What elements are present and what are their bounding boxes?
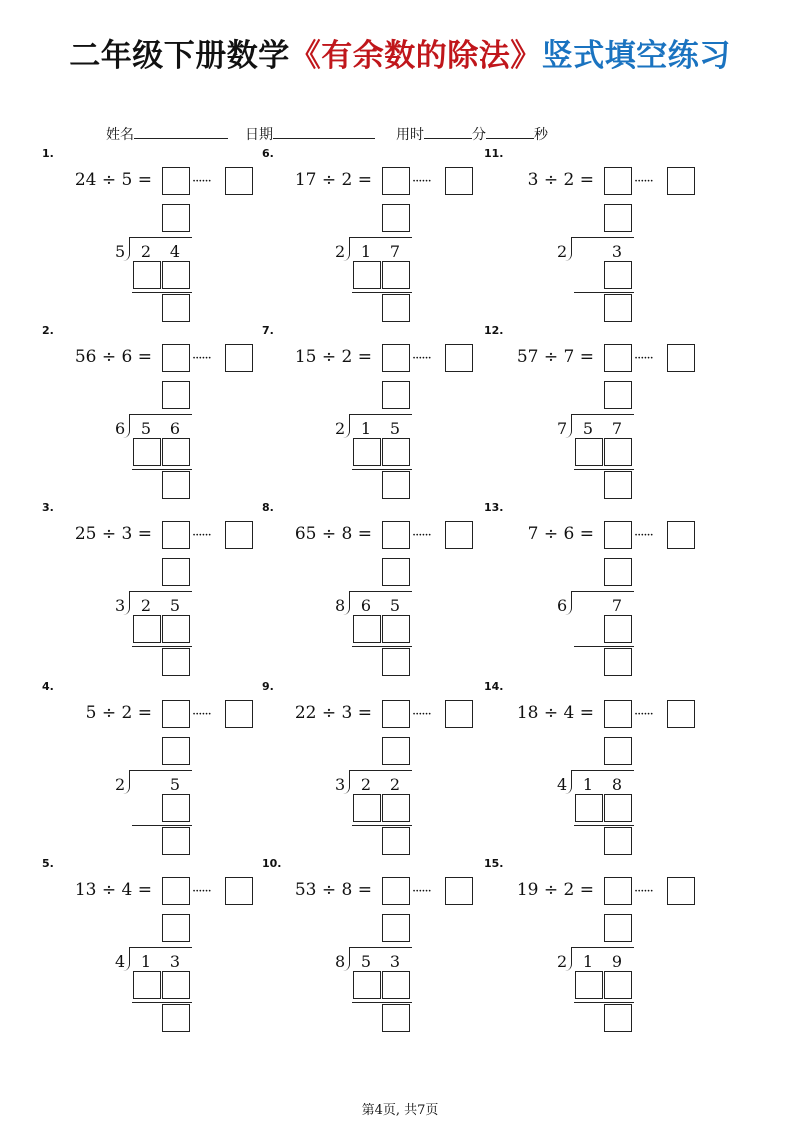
product-tens-box[interactable] <box>133 971 161 999</box>
division-bracket <box>123 591 130 615</box>
remainder-dots: ······ <box>192 707 211 722</box>
problem-number: 7. <box>262 324 274 337</box>
product-ones-box[interactable] <box>604 971 632 999</box>
dividend-tens-digit: 2 <box>140 596 152 615</box>
remainder-answer-box[interactable] <box>225 521 253 549</box>
remainder-box[interactable] <box>382 471 410 499</box>
remainder-dots: ······ <box>412 884 431 899</box>
product-ones-box[interactable] <box>382 438 410 466</box>
quotient-answer-box[interactable] <box>604 521 632 549</box>
subtraction-line <box>352 292 412 293</box>
vertical-quotient-box[interactable] <box>604 381 632 409</box>
division-vinculum <box>572 770 634 771</box>
division-expression: 17 ÷ 2 = <box>294 170 372 190</box>
vertical-quotient-box[interactable] <box>604 914 632 942</box>
remainder-answer-box[interactable] <box>225 700 253 728</box>
time-label: 用时 <box>396 127 424 143</box>
remainder-dots: ······ <box>412 528 431 543</box>
second-blank[interactable] <box>486 125 534 139</box>
remainder-answer-box[interactable] <box>445 700 473 728</box>
division-bracket <box>565 414 572 438</box>
division-vinculum <box>572 414 634 415</box>
division-vinculum <box>130 414 192 415</box>
quotient-answer-box[interactable] <box>382 700 410 728</box>
dividend-ones-digit: 6 <box>169 419 181 438</box>
division-problem <box>484 680 714 860</box>
dividend-ones-digit: 5 <box>389 419 401 438</box>
remainder-box[interactable] <box>604 294 632 322</box>
remainder-answer-box[interactable] <box>225 167 253 195</box>
remainder-box[interactable] <box>604 648 632 676</box>
vertical-quotient-box[interactable] <box>162 381 190 409</box>
division-problem <box>484 501 714 681</box>
dividend-tens-digit: 1 <box>360 242 372 261</box>
date-field[interactable] <box>245 124 375 144</box>
dividend-tens-digit: 1 <box>360 419 372 438</box>
division-expression: 25 ÷ 3 = <box>74 524 152 544</box>
vertical-quotient-box[interactable] <box>382 914 410 942</box>
division-problem <box>262 680 492 860</box>
vertical-quotient-box[interactable] <box>382 558 410 586</box>
minute-label: 分 <box>472 127 486 143</box>
division-vinculum <box>130 591 192 592</box>
product-ones-box[interactable] <box>162 261 190 289</box>
product-tens-box[interactable] <box>353 971 381 999</box>
remainder-box[interactable] <box>604 827 632 855</box>
subtraction-line <box>574 469 634 470</box>
remainder-answer-box[interactable] <box>667 877 695 905</box>
name-field[interactable] <box>106 124 228 144</box>
division-problem <box>42 680 272 860</box>
remainder-answer-box[interactable] <box>667 167 695 195</box>
division-vinculum <box>130 947 192 948</box>
division-problem <box>42 324 272 504</box>
product-ones-box[interactable] <box>604 615 632 643</box>
product-tens-box[interactable] <box>353 794 381 822</box>
division-bracket <box>565 770 572 794</box>
remainder-box[interactable] <box>162 648 190 676</box>
problem-number: 8. <box>262 501 274 514</box>
dividend-ones-digit: 9 <box>611 952 623 971</box>
division-expression: 18 ÷ 4 = <box>516 703 594 723</box>
dividend-ones-digit: 7 <box>611 419 623 438</box>
remainder-dots: ······ <box>412 351 431 366</box>
remainder-answer-box[interactable] <box>225 877 253 905</box>
dividend-tens-digit: 1 <box>140 952 152 971</box>
subtraction-line <box>352 825 412 826</box>
dividend-ones-digit: 5 <box>389 596 401 615</box>
remainder-answer-box[interactable] <box>667 700 695 728</box>
problem-number: 11. <box>484 147 504 160</box>
product-ones-box[interactable] <box>382 971 410 999</box>
division-expression: 53 ÷ 8 = <box>294 880 372 900</box>
remainder-dots: ······ <box>192 351 211 366</box>
division-vinculum <box>572 947 634 948</box>
division-problem <box>262 501 492 681</box>
dividend-tens-digit: 5 <box>582 419 594 438</box>
problem-number: 12. <box>484 324 504 337</box>
product-tens-box[interactable] <box>353 615 381 643</box>
quotient-answer-box[interactable] <box>162 700 190 728</box>
divisor-digit: 2 <box>335 242 346 261</box>
division-expression: 65 ÷ 8 = <box>294 524 372 544</box>
division-bracket <box>123 414 130 438</box>
division-problem <box>484 857 714 1037</box>
dividend-ones-digit: 4 <box>169 242 181 261</box>
division-expression: 57 ÷ 7 = <box>516 347 594 367</box>
product-ones-box[interactable] <box>604 438 632 466</box>
dividend-tens-digit: 2 <box>360 775 372 794</box>
product-ones-box[interactable] <box>162 971 190 999</box>
remainder-dots: ······ <box>412 707 431 722</box>
vertical-quotient-box[interactable] <box>382 381 410 409</box>
division-bracket <box>123 770 130 794</box>
dividend-tens-digit: 6 <box>360 596 372 615</box>
quotient-answer-box[interactable] <box>604 167 632 195</box>
division-problem <box>484 147 714 327</box>
product-ones-box[interactable] <box>162 615 190 643</box>
problem-number: 6. <box>262 147 274 160</box>
remainder-answer-box[interactable] <box>667 344 695 372</box>
vertical-quotient-box[interactable] <box>382 204 410 232</box>
remainder-box[interactable] <box>382 1004 410 1032</box>
title-exercise: 竖式填空练习 <box>541 38 731 74</box>
dividend-ones-digit: 8 <box>611 775 623 794</box>
division-problem <box>42 501 272 681</box>
minute-blank[interactable] <box>424 125 472 139</box>
vertical-quotient-box[interactable] <box>162 914 190 942</box>
product-ones-box[interactable] <box>382 615 410 643</box>
remainder-answer-box[interactable] <box>667 521 695 549</box>
remainder-dots: ······ <box>192 884 211 899</box>
division-problem <box>484 324 714 504</box>
remainder-answer-box[interactable] <box>225 344 253 372</box>
vertical-quotient-box[interactable] <box>604 737 632 765</box>
division-expression: 5 ÷ 2 = <box>85 703 152 723</box>
division-bracket <box>343 947 350 971</box>
subtraction-line <box>352 646 412 647</box>
problem-number: 1. <box>42 147 54 160</box>
divisor-digit: 3 <box>115 596 126 615</box>
division-bracket <box>343 591 350 615</box>
division-vinculum <box>130 237 192 238</box>
division-bracket <box>565 237 572 261</box>
product-tens-box[interactable] <box>133 261 161 289</box>
product-ones-box[interactable] <box>382 261 410 289</box>
quotient-answer-box[interactable] <box>382 344 410 372</box>
dividend-tens-digit: 1 <box>582 775 594 794</box>
product-ones-box[interactable] <box>604 794 632 822</box>
division-problem <box>262 324 492 504</box>
divisor-digit: 2 <box>557 242 568 261</box>
division-expression: 22 ÷ 3 = <box>294 703 372 723</box>
dividend-ones-digit: 5 <box>169 775 181 794</box>
vertical-quotient-box[interactable] <box>162 204 190 232</box>
problem-number: 5. <box>42 857 54 870</box>
divisor-digit: 4 <box>557 775 568 794</box>
product-ones-box[interactable] <box>162 794 190 822</box>
title-topic: 《有余数的除法》 <box>289 38 542 74</box>
second-label: 秒 <box>534 127 548 143</box>
name-blank[interactable] <box>134 125 228 139</box>
problem-number: 13. <box>484 501 504 514</box>
worksheet-title <box>0 30 800 75</box>
quotient-answer-box[interactable] <box>382 521 410 549</box>
subtraction-line <box>132 1002 192 1003</box>
subtraction-line <box>132 825 192 826</box>
dividend-tens-digit: 2 <box>140 242 152 261</box>
dividend-tens-digit: 1 <box>582 952 594 971</box>
division-problem <box>262 857 492 1037</box>
remainder-box[interactable] <box>162 827 190 855</box>
problem-number: 4. <box>42 680 54 693</box>
division-vinculum <box>350 947 412 948</box>
remainder-answer-box[interactable] <box>445 521 473 549</box>
problem-number: 15. <box>484 857 504 870</box>
product-tens-box[interactable] <box>353 438 381 466</box>
quotient-answer-box[interactable] <box>162 344 190 372</box>
remainder-box[interactable] <box>382 648 410 676</box>
dividend-ones-digit: 7 <box>611 596 623 615</box>
name-label: 姓名 <box>106 127 134 143</box>
remainder-dots: ······ <box>192 174 211 189</box>
product-tens-box[interactable] <box>133 438 161 466</box>
quotient-answer-box[interactable] <box>604 700 632 728</box>
quotient-answer-box[interactable] <box>162 877 190 905</box>
division-expression: 24 ÷ 5 = <box>74 170 152 190</box>
division-vinculum <box>350 591 412 592</box>
division-expression: 15 ÷ 2 = <box>294 347 372 367</box>
problem-number: 2. <box>42 324 54 337</box>
quotient-answer-box[interactable] <box>604 877 632 905</box>
divisor-digit: 7 <box>557 419 568 438</box>
page-footer: 第4页, 共7页 <box>361 1103 439 1118</box>
subtraction-line <box>574 1002 634 1003</box>
divisor-digit: 2 <box>335 419 346 438</box>
dividend-tens-digit: 5 <box>360 952 372 971</box>
remainder-dots: ······ <box>634 884 653 899</box>
quotient-answer-box[interactable] <box>162 521 190 549</box>
divisor-digit: 2 <box>115 775 126 794</box>
problem-number: 10. <box>262 857 282 870</box>
divisor-digit: 8 <box>335 952 346 971</box>
division-expression: 56 ÷ 6 = <box>74 347 152 367</box>
vertical-quotient-box[interactable] <box>604 204 632 232</box>
title-grade: 二年级下册数学 <box>69 38 290 74</box>
problem-number: 9. <box>262 680 274 693</box>
division-vinculum <box>350 770 412 771</box>
divisor-digit: 3 <box>335 775 346 794</box>
subtraction-line <box>352 1002 412 1003</box>
division-vinculum <box>350 237 412 238</box>
remainder-answer-box[interactable] <box>445 877 473 905</box>
product-ones-box[interactable] <box>604 261 632 289</box>
division-vinculum <box>572 237 634 238</box>
quotient-answer-box[interactable] <box>162 167 190 195</box>
remainder-dots: ······ <box>412 174 431 189</box>
divisor-digit: 6 <box>557 596 568 615</box>
remainder-answer-box[interactable] <box>445 344 473 372</box>
product-tens-box[interactable] <box>575 971 603 999</box>
problem-number: 3. <box>42 501 54 514</box>
subtraction-line <box>132 646 192 647</box>
vertical-quotient-box[interactable] <box>162 558 190 586</box>
division-vinculum <box>350 414 412 415</box>
time-field[interactable] <box>396 124 548 144</box>
dividend-ones-digit: 2 <box>389 775 401 794</box>
division-bracket <box>343 770 350 794</box>
product-tens-box[interactable] <box>353 261 381 289</box>
date-blank[interactable] <box>273 125 375 139</box>
quotient-answer-box[interactable] <box>382 877 410 905</box>
dividend-ones-digit: 5 <box>169 596 181 615</box>
division-problem <box>262 147 492 327</box>
dividend-ones-digit: 3 <box>611 242 623 261</box>
remainder-box[interactable] <box>162 471 190 499</box>
remainder-box[interactable] <box>162 294 190 322</box>
division-expression: 3 ÷ 2 = <box>527 170 594 190</box>
division-bracket <box>565 591 572 615</box>
product-ones-box[interactable] <box>162 438 190 466</box>
division-bracket <box>123 947 130 971</box>
date-label: 日期 <box>245 127 273 143</box>
remainder-dots: ······ <box>634 351 653 366</box>
subtraction-line <box>574 292 634 293</box>
division-expression: 13 ÷ 4 = <box>74 880 152 900</box>
product-tens-box[interactable] <box>133 615 161 643</box>
dividend-ones-digit: 3 <box>389 952 401 971</box>
subtraction-line <box>574 646 634 647</box>
subtraction-line <box>132 292 192 293</box>
dividend-tens-digit: 5 <box>140 419 152 438</box>
remainder-dots: ······ <box>192 528 211 543</box>
remainder-box[interactable] <box>382 294 410 322</box>
division-problem <box>42 857 272 1037</box>
remainder-dots: ······ <box>634 528 653 543</box>
remainder-box[interactable] <box>604 471 632 499</box>
quotient-answer-box[interactable] <box>382 167 410 195</box>
division-expression: 19 ÷ 2 = <box>516 880 594 900</box>
subtraction-line <box>574 825 634 826</box>
division-vinculum <box>130 770 192 771</box>
problem-number: 14. <box>484 680 504 693</box>
remainder-box[interactable] <box>162 1004 190 1032</box>
division-bracket <box>565 947 572 971</box>
divisor-digit: 4 <box>115 952 126 971</box>
division-bracket <box>343 237 350 261</box>
vertical-quotient-box[interactable] <box>604 558 632 586</box>
remainder-box[interactable] <box>382 827 410 855</box>
remainder-dots: ······ <box>634 707 653 722</box>
division-vinculum <box>572 591 634 592</box>
division-expression: 7 ÷ 6 = <box>527 524 594 544</box>
vertical-quotient-box[interactable] <box>382 737 410 765</box>
divisor-digit: 2 <box>557 952 568 971</box>
divisor-digit: 6 <box>115 419 126 438</box>
dividend-ones-digit: 7 <box>389 242 401 261</box>
quotient-answer-box[interactable] <box>604 344 632 372</box>
subtraction-line <box>352 469 412 470</box>
remainder-box[interactable] <box>604 1004 632 1032</box>
vertical-quotient-box[interactable] <box>162 737 190 765</box>
product-tens-box[interactable] <box>575 438 603 466</box>
divisor-digit: 8 <box>335 596 346 615</box>
remainder-dots: ······ <box>634 174 653 189</box>
product-tens-box[interactable] <box>575 794 603 822</box>
divisor-digit: 5 <box>115 242 126 261</box>
division-bracket <box>123 237 130 261</box>
division-bracket <box>343 414 350 438</box>
dividend-ones-digit: 3 <box>169 952 181 971</box>
division-problem <box>42 147 272 327</box>
subtraction-line <box>132 469 192 470</box>
product-ones-box[interactable] <box>382 794 410 822</box>
remainder-answer-box[interactable] <box>445 167 473 195</box>
